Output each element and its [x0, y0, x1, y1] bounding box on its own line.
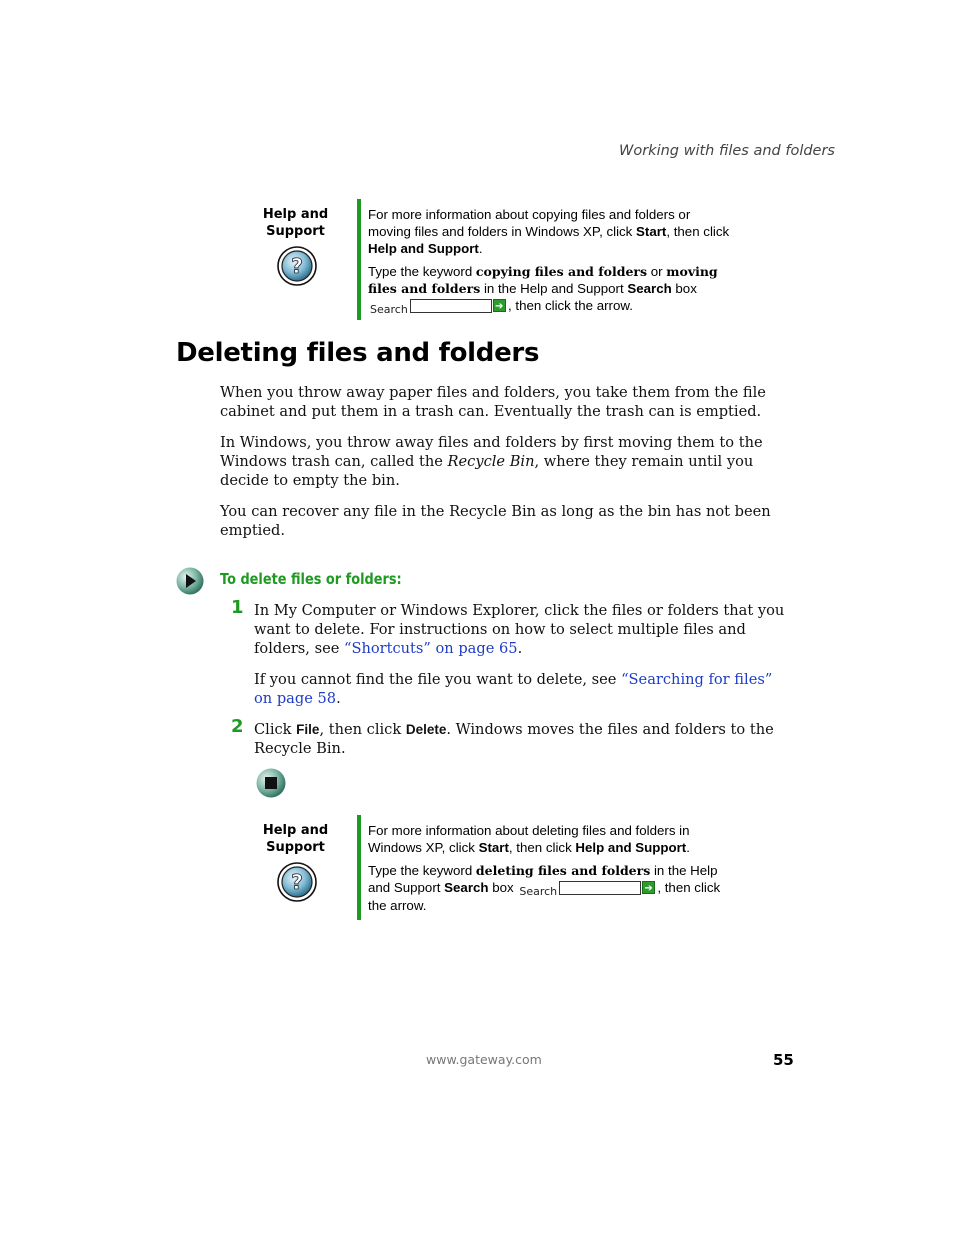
- paragraph: [254, 720, 792, 758]
- svg-text:?: ?: [291, 870, 303, 894]
- help-support-divider: [357, 815, 361, 920]
- text-run: In Windows, you throw away files and folders by first moving them to the Windows trash can, called the: [220, 434, 763, 470]
- help-support-text: [368, 822, 733, 920]
- help-support-box-top: [262, 206, 742, 326]
- text-run: , then click: [666, 224, 730, 239]
- question-mark-icon: [277, 246, 317, 286]
- text-run: For more information about deleting files and folders in Windows XP, click: [368, 823, 690, 855]
- text-run: For more information about copying files and folders or moving files and folders in Windows XP, click: [368, 207, 691, 239]
- text-run: , then click the arrow.: [368, 880, 721, 913]
- text-run: .: [686, 840, 690, 855]
- text-run: Type the keyword: [368, 863, 476, 878]
- search-term: Search: [627, 281, 672, 296]
- help-support-para2: [368, 263, 733, 315]
- paragraph: [254, 670, 792, 708]
- help-support-para1: [368, 206, 733, 257]
- question-mark-icon: [277, 862, 317, 902]
- start-term: Start: [636, 224, 667, 239]
- shortcuts-link[interactable]: “Shortcuts” on page 65: [343, 640, 518, 657]
- file-menu-term: File: [296, 722, 320, 737]
- keyword: moving files and folders: [368, 264, 718, 296]
- text-run: , where they remain until you decide to empty the bin.: [220, 453, 754, 489]
- text-run: . Windows moves the files and folders to the Recycle Bin.: [254, 721, 774, 757]
- text-run: or: [647, 264, 667, 279]
- help-support-para2: [368, 862, 733, 914]
- paragraph: [254, 601, 792, 658]
- search-term: Search: [444, 880, 489, 895]
- paragraph: You can recover any file in the Recycle Bin as long as the bin has not been emptied.: [220, 503, 771, 539]
- help-support-term: Help and Support: [368, 241, 479, 256]
- section-heading: Deleting files and folders: [176, 338, 540, 368]
- help-support-label: [262, 206, 329, 240]
- search-input-image: [559, 881, 641, 895]
- footer-url: www.gateway.com: [426, 1052, 542, 1067]
- text-run: Type the keyword: [368, 264, 476, 279]
- green-arrow-icon: [642, 881, 655, 894]
- stop-square-icon: [256, 768, 286, 798]
- text-run: .: [478, 241, 483, 256]
- help-support-label-line2: Support: [266, 840, 325, 855]
- help-support-label-line1: Help and: [262, 823, 329, 838]
- body-paragraph-1: [220, 383, 792, 421]
- text-run: , then click: [508, 840, 576, 855]
- text-run: , then click: [319, 721, 406, 738]
- paragraph: [220, 433, 792, 490]
- text-run: In My Computer or Windows Explorer, click the files or folders that you want to delete. For instructions on how to select multiple files and folders, see: [254, 602, 785, 657]
- text-run: , then click the arrow.: [508, 298, 633, 313]
- step-2-text: [254, 720, 792, 758]
- text-run: If you cannot find the file you want to delete, see: [254, 671, 622, 688]
- text-run: .: [336, 690, 341, 707]
- body-paragraph-2: [220, 433, 792, 490]
- help-support-divider: [357, 199, 361, 320]
- arrow-right-icon: [176, 567, 204, 595]
- text-run: box: [671, 281, 697, 296]
- help-support-text: [368, 206, 733, 321]
- keyword: deleting files and folders: [475, 863, 651, 878]
- green-arrow-icon: [493, 299, 506, 312]
- recycle-bin-term: Recycle Bin: [447, 453, 535, 470]
- svg-text:?: ?: [291, 254, 303, 278]
- search-box-image: [368, 298, 508, 315]
- help-support-para1: [368, 822, 733, 856]
- step-1-note: [254, 670, 792, 708]
- help-support-label-line2: Support: [266, 224, 325, 239]
- search-input-image: [410, 299, 492, 313]
- help-support-label-line1: Help and: [262, 207, 329, 222]
- running-header: Working with files and folders: [619, 143, 835, 159]
- text-run: box: [488, 880, 518, 895]
- text-run: .: [517, 640, 523, 657]
- text-run: in the Help and Support: [368, 863, 718, 895]
- keyword: copying files and folders: [475, 264, 648, 279]
- text-run: in the Help and Support: [480, 281, 628, 296]
- start-term: Start: [478, 840, 509, 855]
- search-label: Search: [370, 302, 408, 316]
- help-support-label: [262, 822, 329, 856]
- step-1-text: [254, 601, 792, 658]
- step-number-1: 1: [231, 597, 244, 618]
- procedure-title: To delete files or folders:: [220, 570, 402, 588]
- text-run: Click: [254, 721, 297, 738]
- help-support-box-bottom: [262, 822, 742, 922]
- search-box-image: [517, 880, 657, 897]
- help-support-term: Help and Support: [575, 840, 687, 855]
- delete-term: Delete: [405, 722, 447, 737]
- page-number: 55: [773, 1051, 794, 1069]
- step-number-2: 2: [231, 716, 244, 737]
- paragraph: When you throw away paper files and folders, you take them from the file cabinet and put them in a trash can. Eventually the trash can is emptied.: [220, 384, 766, 420]
- body-paragraph-3: [220, 502, 792, 540]
- search-label: Search: [519, 884, 558, 898]
- searching-for-files-link[interactable]: “Searching for files” on page 58: [254, 671, 773, 707]
